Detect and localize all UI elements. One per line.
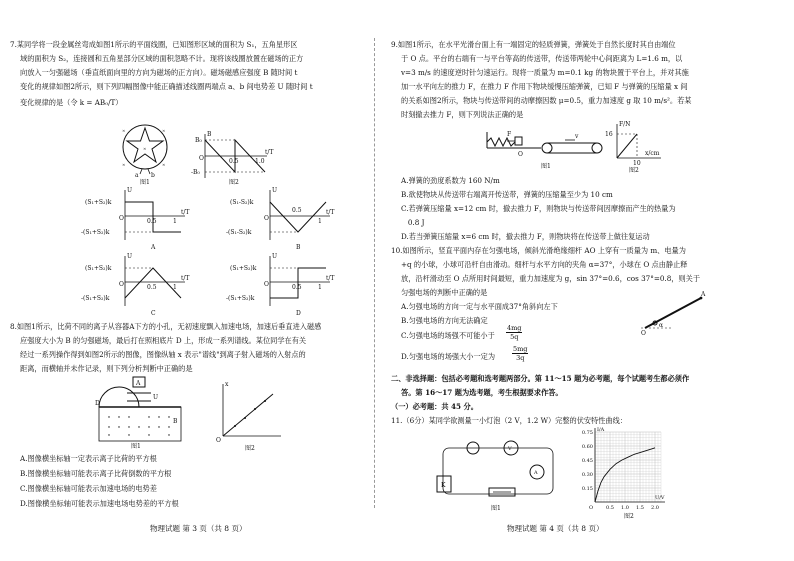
section2-line-1: 二、非选择题：包括必考题和选考题两部分。第 11～15 题为必考题，每个试题考生都必须作 — [391, 374, 690, 383]
q7-option-d-graph — [226, 253, 340, 317]
q7-d-letter: D — [296, 310, 301, 317]
q8-line-3: 经过一系列操作得到如图2所示的图像，图像纵轴 x 表示"谱线"到离子射入磁场的入射点的 — [20, 350, 306, 359]
q10-frac-d-num: 5mg — [513, 345, 528, 353]
q7-a-t1: 1 — [173, 218, 177, 225]
q9-option-b[interactable]: B.欲使物块从传送带右端离开传送带，弹簧的压缩量至少为 10 cm — [401, 190, 613, 199]
q10-frac-d-den: 3q — [516, 354, 525, 362]
q9-fig2-10: 10 — [633, 160, 641, 167]
q7-fig2-b: B — [207, 131, 212, 138]
q7-line-1: 7.某同学将一段金属丝弯成如图1所示的平面线圈，已知图形区域的面积为 S₁，五角星形区 — [10, 40, 298, 49]
q8-label-d: D — [95, 400, 100, 407]
q9-line-2: 于 O 点。平台的右端有一与平台等高的传送带，传送带两轮中心间距离为 L=1.6 m，以 — [401, 54, 683, 63]
q7-a-top: (S₁+S₂)k — [85, 199, 112, 206]
q7-fig1-caption: 图1 — [140, 179, 150, 186]
q9-fig1-o: O — [518, 151, 523, 158]
x-tick-label: 0.5 — [606, 505, 614, 511]
q8-fig2-caption: 图2 — [245, 445, 255, 452]
q9-line-6: 时刻撤去推力 F，则下列说法正确的是 — [401, 110, 524, 119]
q8-fig1-caption: 图1 — [131, 443, 141, 450]
q9-line-5: 的关系如图2所示，物块与传送带间的动摩擦因数 μ=0.5，重力加速度 g 取 10 m/s²。若某 — [401, 96, 692, 105]
q9-line-4: 加一水平向左的推力 F，在推力 F 作用下物块缓慢压缩弹簧，已知 F 与弹簧的压缩量 x 间 — [401, 82, 688, 91]
q8-fig2-o: O — [216, 437, 221, 444]
q7-fig2-t1: 0.5 — [229, 158, 239, 165]
q7-fig2-caption: 图2 — [229, 179, 239, 186]
svg-text:A: A — [534, 470, 538, 476]
q7-b-t1: 1 — [318, 218, 322, 225]
q9-fig1-v: v — [575, 133, 579, 140]
q9-fig2-16: 16 — [605, 131, 613, 138]
y-tick-label: 0.75 — [581, 430, 593, 436]
q11-circuit-k: K — [441, 482, 446, 489]
q10-frac-c — [506, 324, 522, 341]
q7-a-bot: -(S₁+S₂)k — [81, 229, 110, 236]
svg-text:V: V — [508, 446, 512, 452]
q7-figure-2 — [191, 130, 275, 186]
q9-fig1-f: F — [507, 131, 512, 138]
left-page-footer: 物理试题 第 3 页（共 8 页） — [150, 524, 247, 533]
q11-circuit-figure — [433, 434, 563, 514]
y-axis-label: I/A — [597, 427, 605, 433]
right-page-footer: 物理试题 第 4 页（共 8 页） — [507, 524, 604, 533]
q9-fig1-caption: 图1 — [541, 163, 551, 170]
q7-figure-1 — [120, 122, 170, 184]
q8-line-4: 距离，而横轴并未作记录，则下列分析判断中正确的是 — [20, 364, 193, 373]
q7-c-bot: -(S₁+S₂)k — [81, 295, 110, 302]
q7-c-t: t/T — [181, 275, 190, 282]
must-answer-heading: （一）必考题：共 45 分。 — [391, 402, 478, 411]
q7-d-t05: 0.5 — [292, 284, 302, 291]
q10-option-d[interactable]: D.匀强电场的场强大小一定为 — [401, 352, 496, 361]
q7-line-2: 域的面积为 S₂，连接圆和五角星部分区域的面积忽略不计。现将该线圈放置在磁场的正方 — [20, 54, 304, 63]
q10-figure — [637, 292, 709, 336]
q10-option-b[interactable]: B.匀强电场的方向无法确定 — [401, 316, 488, 325]
q7-fig2-t: t/T — [265, 149, 274, 156]
q7-fig2-t2: 1.0 — [255, 158, 265, 165]
q7-option-c-graph — [81, 253, 195, 317]
q8-label-a: A — [136, 380, 141, 387]
q7-fig2-b0: B₀ — [195, 137, 202, 144]
q7-fig2-o: O — [199, 155, 204, 162]
q8-label-u: U — [153, 394, 159, 401]
q11-fig1-caption: 图1 — [491, 505, 501, 512]
q9-option-c-cont: 0.8 J — [401, 218, 425, 227]
y-tick-label: 0.30 — [581, 472, 593, 478]
q7-c-o: O — [119, 281, 124, 288]
q7-c-letter: C — [151, 310, 156, 317]
q10-frac-c-den: 5q — [510, 333, 519, 341]
right-page — [391, 0, 794, 561]
q7-b-t05: 0.5 — [292, 207, 302, 214]
q9-option-d[interactable]: D.若当弹簧压缩量 x=6 cm 时，撤去推力 F，则物块将在传送带上做往复运动 — [401, 232, 650, 241]
x-tick-label: 1.5 — [636, 505, 644, 511]
x-axis-label: U/V — [655, 495, 665, 501]
q8-label-b: B — [173, 418, 178, 425]
q7-b-u: U — [272, 187, 278, 194]
y-tick-label: 0.60 — [581, 444, 593, 450]
svg-text:×: × — [162, 162, 166, 167]
q7-a-u: U — [127, 187, 133, 194]
q9-option-a[interactable]: A.弹簧的劲度系数为 160 N/m — [401, 176, 500, 185]
q7-b-bot: -(S₁-S₂)k — [226, 229, 252, 236]
q7-a-letter: A — [151, 244, 156, 251]
q10-line-1: 10.如图所示，竖直平面内存在匀强电场，倾斜光滑绝缘细杆 AO 上穿有一质量为 m、电量为 — [391, 246, 686, 255]
origin-label: O — [589, 505, 594, 511]
q7-label-b: b — [151, 172, 155, 179]
q7-line-4: 变化的规律如图2所示，则下列四幅图像中能正确描述线圈两端点 a、b 间电势差 U 随时间 t — [20, 82, 313, 91]
q7-a-t: t/T — [181, 209, 190, 216]
q8-fig2-x: x — [225, 381, 229, 388]
q10-frac-c-num: 4mg — [507, 324, 522, 332]
svg-text:×: × — [122, 162, 126, 167]
q10-option-a[interactable]: A.匀强电场的方向一定与水平面成37°角斜向左下 — [401, 302, 558, 311]
q7-line-5: 变化规律的是（令 k = AB₀/T） — [20, 98, 123, 107]
x-tick-label: 2.0 — [651, 505, 659, 511]
q7-b-letter: B — [296, 244, 301, 251]
svg-text:×: × — [122, 128, 126, 133]
iv-chart-caption: 图2 — [624, 513, 634, 520]
page-divider — [374, 38, 375, 508]
q10-fig-alpha: α — [659, 322, 664, 329]
q8-option-a[interactable]: A.图像横坐标轴一定表示离子比荷的平方根 — [20, 454, 157, 463]
q10-line-4: 匀强电场的判断中正确的是 — [401, 288, 488, 297]
q7-option-b-graph — [226, 187, 340, 251]
q7-c-top: (S₁+S₂)k — [85, 265, 112, 272]
section2-line-2: 答。第 16～17 题为选考题，考生根据要求作答。 — [401, 388, 563, 397]
q9-fig2-xcm: x/cm — [645, 150, 660, 157]
q7-b-t: t/T — [326, 209, 335, 216]
svg-text:×: × — [143, 146, 147, 151]
q7-option-a-graph — [81, 187, 195, 251]
q8-line-1: 8.如图1所示，比荷不同的离子从容器A下方的小孔，无初速度飘入加速电场，加速后垂直进入磁感 — [10, 322, 322, 331]
q9-option-c[interactable]: C.若弹簧压缩量 x=12 cm 时，撤去推力 F，则物块与传送带间因摩擦而产生的热量为 — [401, 204, 676, 213]
q8-figure-1 — [95, 377, 185, 449]
q10-line-3: 放，沿杆滑动至 O 点所用时间最短，重力加速度为 g，sin 37°=0.6，cos 37°=0.8，则关于 — [401, 274, 701, 283]
q7-d-bot: -(S₁+S₂)k — [226, 295, 255, 302]
iv-characteristic-chart — [573, 426, 669, 518]
y-tick-label: 0.45 — [581, 458, 593, 464]
q7-c-t1: 1 — [173, 284, 177, 291]
x-tick-label: 1.0 — [621, 505, 629, 511]
q7-fig2-negb0: -B₀ — [191, 169, 200, 176]
q9-line-1: 9.如图1所示，在水平光滑台面上有一端固定的轻质弹簧，弹簧处于自然长度时其自由端位 — [391, 40, 676, 49]
q7-c-u: U — [127, 253, 133, 260]
q10-line-2: +q 的小球，小球可沿杆自由滑动。细杆与水平方向的夹角 α=37°，小球在 O 点由静止释 — [401, 260, 688, 269]
q7-d-t1: 1 — [318, 284, 322, 291]
q11-text: 11.（6分）某同学欲测量一小灯泡（2 V，1.2 W）完整的伏安特性曲线： — [391, 416, 628, 425]
q7-d-t: t/T — [326, 275, 335, 282]
q9-figure-1 — [485, 128, 605, 172]
q7-d-o: O — [264, 281, 269, 288]
q7-b-o: O — [264, 215, 269, 222]
q8-option-d[interactable]: D.图像横坐标轴可能表示加速电场电势差的平方根 — [20, 499, 179, 508]
q8-line-2: 应强度大小为 B 的匀强磁场，最后打在照相底片 D 上，形成一系列谱线。某位同学在有关 — [20, 336, 307, 345]
q10-option-c[interactable]: C.匀强电场的场强不可能小于 — [401, 331, 495, 340]
q10-fig-o: O — [641, 330, 646, 337]
q7-line-3: 向放入一匀强磁场（垂直纸面向里的方向为磁场的正方向）。磁场磁感应强度 B 随时间 t — [20, 68, 298, 77]
q7-c-t05: 0.5 — [147, 284, 157, 291]
q9-fig2-fn: F/N — [619, 121, 631, 128]
q8-option-b[interactable]: B.图像横坐标轴可能表示离子比荷倒数的平方根 — [20, 469, 172, 478]
q7-d-u: U — [272, 253, 278, 260]
q7-label-a: a — [135, 172, 139, 179]
q10-fig-a: A — [701, 291, 706, 298]
svg-text:×: × — [162, 128, 166, 133]
q10-frac-d — [512, 345, 528, 362]
q7-a-t05: 0.5 — [147, 218, 157, 225]
q7-d-top: (S₁+S₂)k — [230, 265, 257, 272]
q7-b-top: (S₁-S₂)k — [230, 199, 254, 206]
q7-a-o: O — [119, 215, 124, 222]
y-tick-label: 0.15 — [581, 486, 593, 492]
q9-figure-2 — [605, 122, 667, 172]
q9-fig2-caption: 图2 — [629, 167, 639, 174]
q8-option-c[interactable]: C.图像横坐标轴可能表示加速电场的电势差 — [20, 484, 157, 493]
q8-figure-2 — [215, 380, 285, 450]
q9-line-3: v=3 m/s 的速度逆时针匀速运行。现将一质量为 m=0.1 kg 的物块置于平台上，并对其施 — [401, 68, 689, 77]
